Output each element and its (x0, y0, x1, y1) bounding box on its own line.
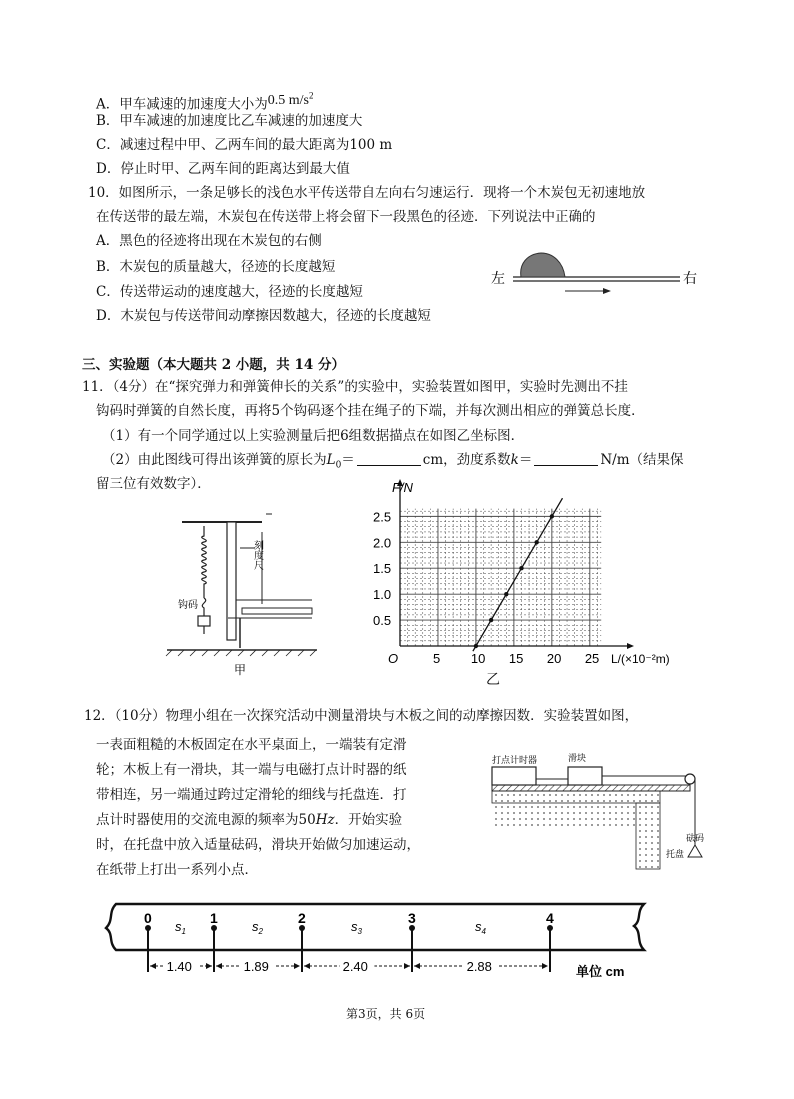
x-tick-label: 10 (470, 651, 486, 666)
x-tick-label: O (388, 651, 399, 666)
timer-box (492, 767, 536, 785)
tape-distance-label: 1.89 (243, 959, 269, 974)
x-tick-label: 20 (546, 651, 562, 666)
q12-line4: 带相连，另一端通过跨过定滑轮的细线与托盘连．打 (96, 787, 407, 803)
page-footer: 第3页，共 6页 (346, 1007, 426, 1021)
q12-line2: 一表面粗糙的木板固定在水平桌面上，一端装有定滑 (96, 737, 407, 753)
tape-point-label: 3 (408, 910, 416, 926)
tape-unit-label: 单位 cm (576, 964, 625, 979)
ruler-label: 刻度尺 (251, 540, 263, 570)
q12-line3: 轮；木板上有一滑块，其一端与电磁打点计时器的纸 (96, 762, 407, 778)
q12-line5: 点计时器使用的交流电源的频率为50Hz．开始实验 (96, 812, 403, 828)
figure-yi-caption: 乙 (486, 672, 500, 688)
x-axis-label: L/(×10⁻²m) (611, 652, 670, 666)
answer-blank-k[interactable] (534, 451, 598, 466)
q9-option-a: A．甲车减速的加速度大小为0.5 $m/s^2$ (96, 90, 314, 113)
q11-line1: 11．（4分）在“探究弹力和弹簧伸长的关系”的实验中，实验装置如图甲，实验时先测出不挂 (82, 379, 628, 395)
q9-option-d: D．停止时甲、乙两车间的距离达到最大值 (96, 161, 350, 177)
q11-line2: 钩码时弹簧的自然长度，再将5个钩码逐个挂在绳子的下端，并每次测出相应的弹簧总长度． (96, 403, 645, 419)
x-axis-arrow (627, 643, 634, 649)
conveyor-right-label: 右 (683, 270, 697, 286)
force-length-chart (368, 478, 678, 688)
spring-apparatus-figure (162, 508, 322, 678)
y-axis-label: F/N (392, 480, 413, 495)
tape-distance-label: 2.88 (466, 959, 492, 974)
q12-line1: 12．（10分）物理小组在一次探究活动中测量滑块与木板之间的动摩擦因数．实验装置如图， (84, 708, 639, 724)
answer-blank-l0[interactable] (357, 451, 421, 466)
q9-option-b: B．甲车减速的加速度比乙车减速的加速度大 (96, 113, 363, 129)
x-tick-label: 25 (584, 651, 600, 666)
slider-label: 滑块 (568, 753, 587, 763)
q9-option-c: C．减速过程中甲、乙两车间的最大距离为100 m (96, 137, 393, 153)
q11-line3: （1）有一个同学通过以上实验测量后把6组数据描点在如图乙坐标图． (102, 428, 525, 444)
y-tick-label: 1.5 (373, 561, 392, 577)
tape-point-label: 1 (210, 910, 218, 926)
y-tick-label: 1.0 (373, 587, 392, 603)
y-tick-label: 0.5 (373, 613, 392, 629)
x-tick-label: 15 (508, 651, 524, 666)
tape-point-label: 0 (144, 910, 152, 926)
paper-tape-figure (96, 898, 666, 986)
figure-jia-caption: 甲 (234, 663, 247, 677)
q10-stem-line2: 在传送带的最左端，木炭包在传送带上将会留下一段黑色的径迹．下列说法中正确的 (96, 209, 596, 225)
q10-stem-line1: 10．如图所示，一条足够长的浅色水平传送带自左向右匀速运行．现将一个木炭包无初速地放 (88, 185, 646, 201)
q10-option-d: D．木炭包与传送带间动摩擦因数越大，径迹的长度越短 (96, 308, 431, 324)
tape-segment-label: $s_3$ (351, 919, 362, 936)
conveyor-left-label: 左 (491, 270, 505, 286)
q10-option-c: C．传送带运动的速度越大，径迹的长度越短 (96, 284, 363, 300)
tape-point-label: 2 (298, 910, 306, 926)
tape-segment-label: $s_1$ (175, 919, 186, 936)
charcoal-bag (521, 253, 565, 277)
tape-segment-label: $s_2$ (252, 919, 263, 936)
q12-line6: 时，在托盘中放入适量砝码，滑块开始做匀加速运动， (96, 837, 420, 853)
x-tick-label: 5 (432, 651, 441, 666)
conveyor-figure (485, 244, 705, 299)
y-tick-label: 2.0 (373, 535, 392, 551)
tape-distance-label: 2.40 (342, 959, 368, 974)
tape-distance-label: 1.40 (166, 959, 192, 974)
tray-label: 托盘 (666, 849, 685, 859)
y-tick-label: 2.5 (373, 509, 392, 525)
q10-option-b: B．木炭包的质量越大，径迹的长度越短 (96, 259, 336, 275)
tape-point-label: 4 (546, 910, 554, 926)
hook-weight-label: 钩码 (178, 600, 198, 611)
q10-option-a: A．黑色的径迹将出现在木炭包的右侧 (96, 233, 322, 249)
fit-line (473, 498, 563, 651)
tape-segment-label: $s_4$ (475, 919, 486, 936)
slider-block (568, 767, 602, 785)
q11-line4: （2）由此图线可得出该弹簧的原长为$L_0=$ cm，劲度系数k＝ N/m（结果保 (102, 452, 684, 471)
weights-label: 砝码 (686, 833, 705, 843)
slider-apparatus-figure (488, 745, 713, 870)
q11-line5: 留三位有效数字）． (96, 476, 211, 492)
pulley (685, 774, 695, 784)
q12-line7: 在纸带上打出一系列小点． (96, 862, 258, 878)
section-3-heading: 三、实验题（本大题共 2 小题，共 14 分） (82, 357, 345, 373)
timer-label: 打点计时器 (492, 755, 538, 765)
